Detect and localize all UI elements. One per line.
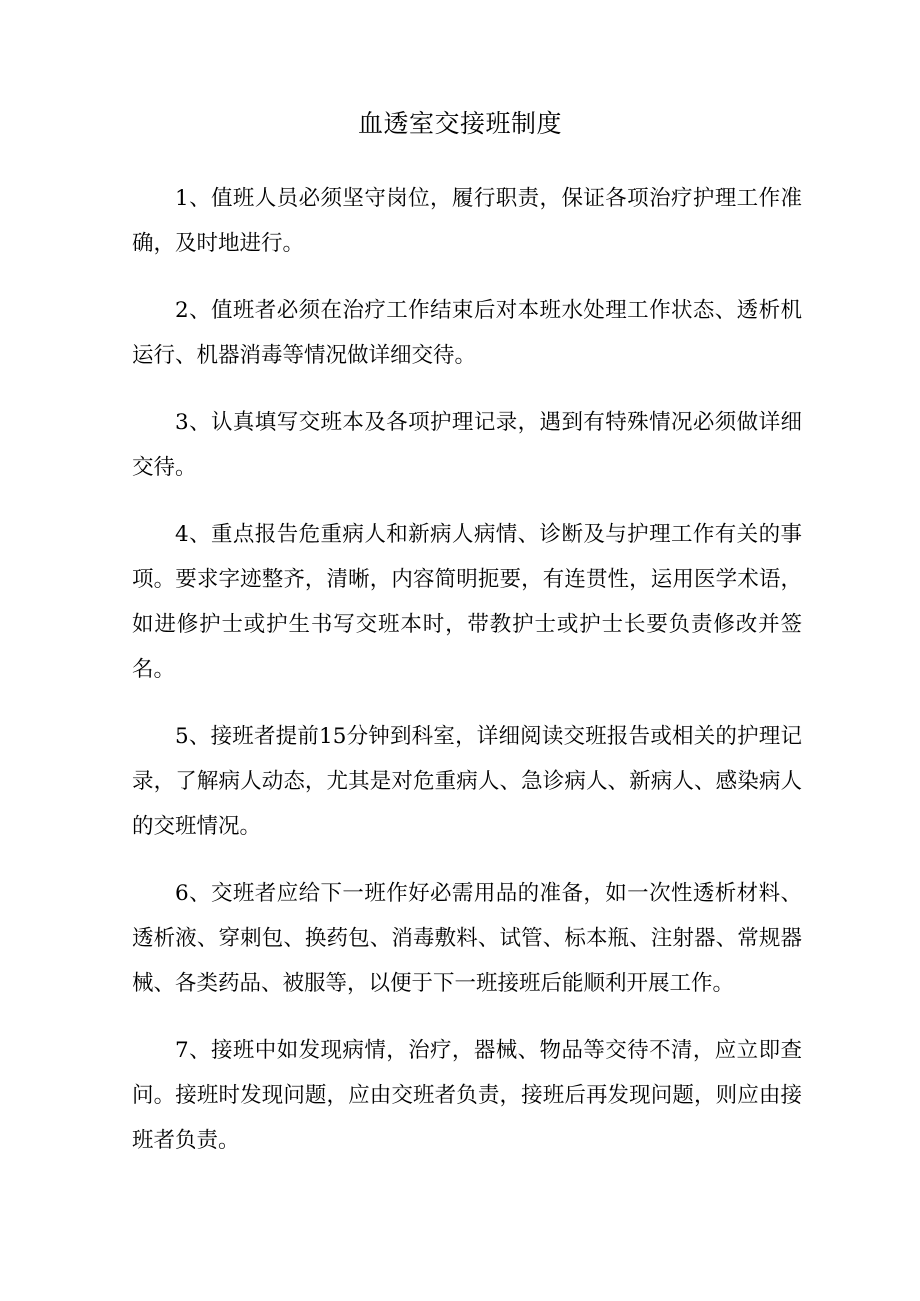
paragraph-6: 6、交班者应给下一班作好必需用品的准备，如一次性透析材料、透析液、穿刺包、换药包、消毒敷料、试管、标本瓶、注射器、常规器械、各类药品、被服等，以便于下一班接班后能顺利开展工作。: [132, 881, 802, 996]
paragraph-5: 5、接班者提前15分钟到科室，详细阅读交班报告或相关的护理记录，了解病人动态，尤其是对危重病人、急诊病人、新病人、感染病人的交班情况。: [132, 724, 802, 839]
document-body: [132, 176, 802, 1163]
paragraph-3: 3、认真填写交班本及各项护理记录，遇到有特殊情况必须做详细交待。: [132, 410, 802, 480]
paragraph-4: 4、重点报告危重病人和新病人病情、诊断及与护理工作有关的事项。要求字迹整齐，清晰，内容简明扼要，有连贯性，运用医学术语，如进修护士或护生书写交班本时，带教护士或护士长要负责修改并签名。: [132, 522, 802, 682]
document-title: 血透室交接班制度: [357, 109, 562, 138]
paragraph-2: 2、值班者必须在治疗工作结束后对本班水处理工作状态、透析机运行、机器消毒等情况做详细交待。: [132, 298, 802, 368]
paragraph-7: 7、接班中如发现病情，治疗，器械、物品等交待不清，应立即查问。接班时发现问题，应由交班者负责，接班后再发现问题，则应由接班者负责。: [132, 1038, 802, 1153]
paragraph-1: 1、值班人员必须坚守岗位，履行职责，保证各项治疗护理工作准确，及时地进行。: [132, 186, 802, 256]
